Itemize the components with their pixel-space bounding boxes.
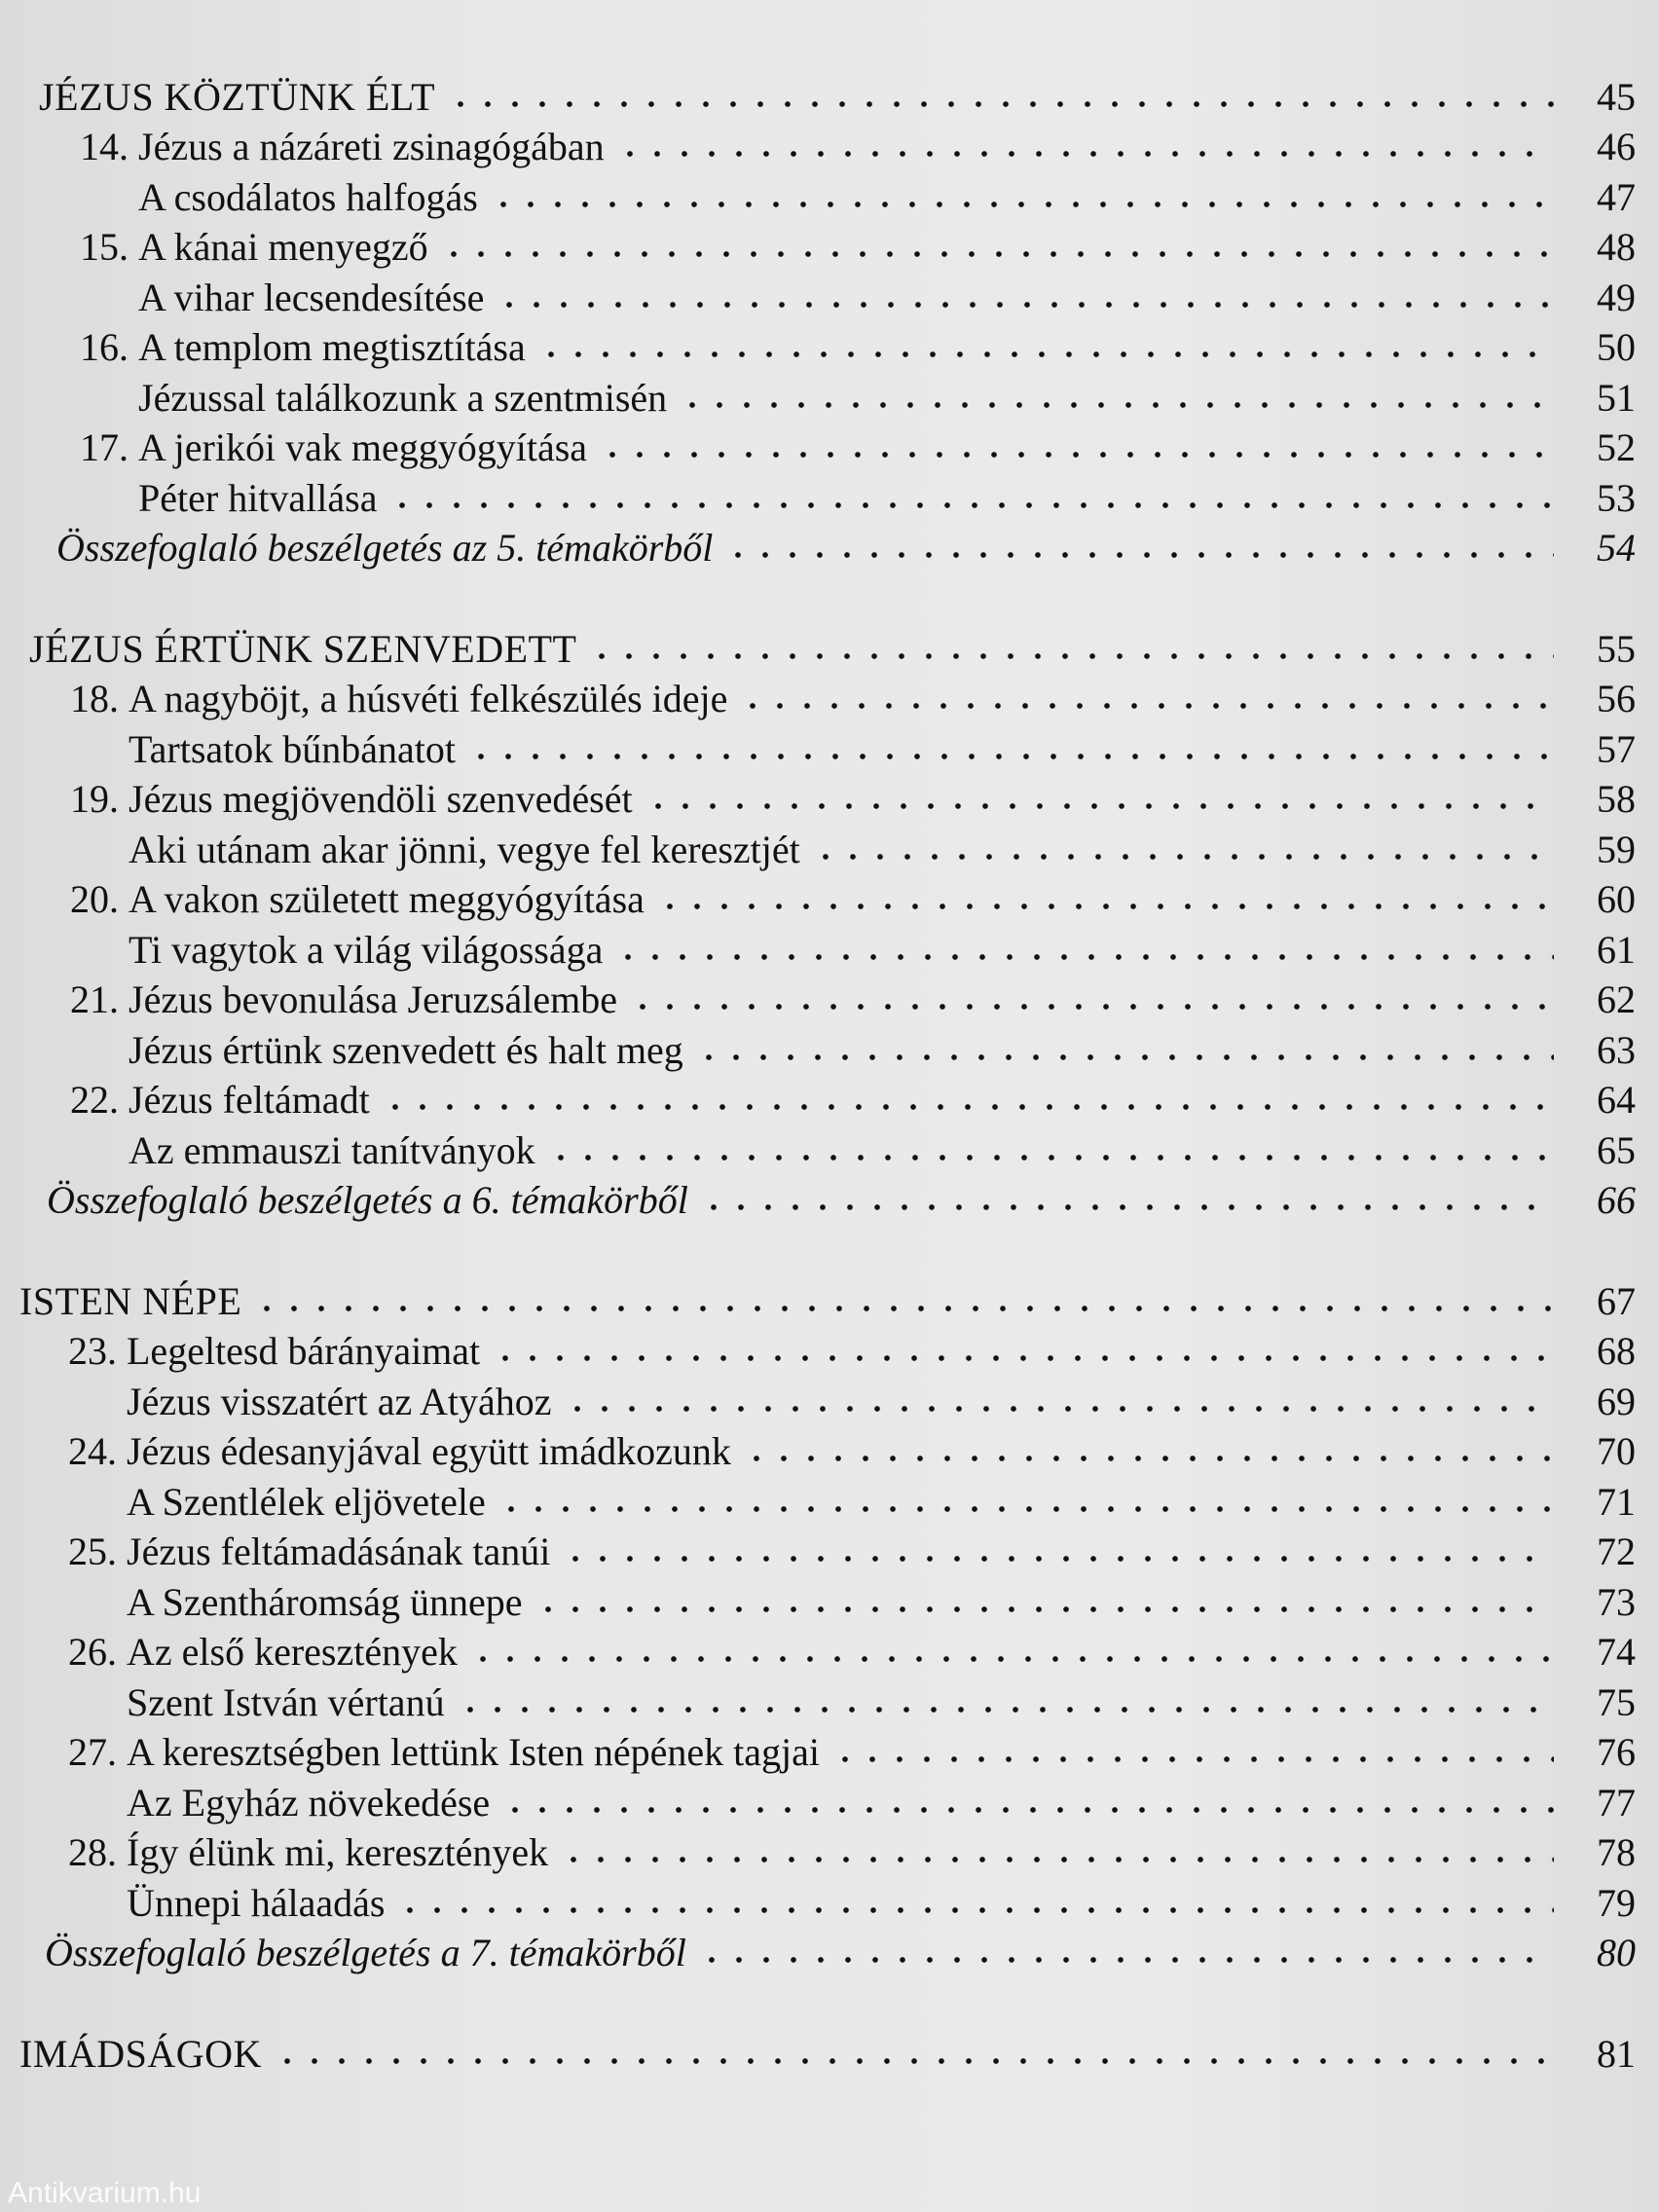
page-number: 62 [1597, 977, 1636, 1021]
dot-leader [588, 653, 1554, 659]
toc-item [0, 1070, 1659, 1121]
entry-title: Péter hitvallása [138, 475, 378, 520]
entry-title: A vihar lecsendesítése [138, 275, 485, 319]
summary-item [0, 1170, 1659, 1221]
dot-leader [831, 1756, 1554, 1762]
summary-item [0, 518, 1659, 569]
toc-item [0, 1019, 1659, 1070]
entry-title: Ti vagytok a világ világossága [129, 927, 604, 972]
toc-item [0, 769, 1659, 820]
toc-item [0, 1571, 1659, 1622]
dot-leader [492, 1355, 1554, 1361]
toc-item [0, 919, 1659, 970]
page-number: 77 [1597, 1780, 1636, 1825]
item-number: 26. [68, 1630, 117, 1674]
dot-leader [724, 552, 1554, 558]
section-gap [0, 568, 1659, 618]
entry-title: Tartsatok bűnbánatot [129, 726, 456, 771]
toc-item [0, 719, 1659, 769]
dot-leader [469, 1656, 1554, 1662]
toc-item [0, 367, 1659, 418]
entry-title: Aki utánam akar jönni, vegye fel keresztjét [129, 827, 800, 871]
toc-item [0, 1522, 1659, 1572]
page-number: 57 [1597, 726, 1636, 771]
watermark: Antikvarium.hu [8, 2177, 202, 2209]
item-number: 21. [70, 977, 119, 1021]
entry-title: Összefoglaló beszélgetés a 6. témakörből [47, 1178, 688, 1222]
page-number: 65 [1597, 1127, 1636, 1172]
dot-leader [496, 302, 1554, 308]
entry-title: A Szentlélek eljövetele [127, 1479, 486, 1524]
page-number: 60 [1597, 877, 1636, 921]
dot-leader [501, 1807, 1554, 1813]
entry-title: A keresztségben lettünk Isten népének tagjai [127, 1730, 820, 1774]
toc-item [0, 1722, 1659, 1773]
toc-item [0, 317, 1659, 368]
item-number: 24. [68, 1429, 117, 1473]
entry-title: Jézus bevonulása Jeruzsálembe [129, 977, 618, 1021]
dot-leader [467, 754, 1554, 759]
page-number: 58 [1597, 777, 1636, 821]
entry-title: Összefoglaló beszélgetés az 5. témakörből [56, 526, 714, 570]
entry-title: JÉZUS KÖZTÜNK ÉLT [39, 74, 435, 119]
entry-title: Jézus megjövendöli szenvedését [129, 777, 633, 821]
entry-title: Jézussal találkozunk a szentmisén [138, 375, 668, 420]
dot-leader [656, 903, 1554, 909]
entry-title: A nagyböjt, a húsvéti felkészülés ideje [129, 677, 728, 720]
page-number: 76 [1597, 1730, 1636, 1774]
dot-leader [629, 1004, 1554, 1010]
toc-item [0, 970, 1659, 1020]
toc-item [0, 1371, 1659, 1421]
toc-item [0, 1823, 1659, 1873]
page-number: 78 [1597, 1830, 1636, 1874]
dot-leader [679, 402, 1554, 408]
entry-title: Az első keresztények [127, 1630, 458, 1674]
page-number: 51 [1597, 375, 1636, 420]
entry-title: A Szentháromság ünnepe [127, 1579, 523, 1624]
toc-item [0, 418, 1659, 468]
dot-leader [698, 1957, 1554, 1963]
dot-leader [490, 202, 1554, 207]
section-heading [0, 66, 1659, 117]
item-number: 25. [68, 1530, 117, 1573]
entry-title: ISTEN NÉPE [19, 1278, 242, 1323]
page-number: 74 [1597, 1630, 1636, 1674]
dot-leader [388, 502, 1554, 508]
toc-item [0, 819, 1659, 869]
entry-title: A csodálatos halfogás [138, 174, 478, 219]
item-number: 20. [70, 877, 119, 921]
entry-title: A jerikói vak meggyógyítása [138, 425, 588, 469]
toc-item [0, 669, 1659, 719]
dot-leader [695, 1054, 1554, 1060]
page-number: 80 [1597, 1931, 1636, 1974]
entry-title: Jézus édesanyjával együtt imádkozunk [127, 1429, 731, 1473]
page-number: 50 [1597, 325, 1636, 369]
dot-leader [560, 1857, 1554, 1862]
entry-title: Jézus feltámadásának tanúi [127, 1530, 551, 1573]
toc-item [0, 117, 1659, 167]
dot-leader [440, 251, 1554, 257]
page-number: 53 [1597, 475, 1636, 520]
dot-leader [382, 1104, 1554, 1110]
entry-title: Így élünk mi, keresztények [127, 1830, 549, 1874]
page-number: 67 [1597, 1278, 1636, 1323]
entry-title: Az Egyház növekedése [127, 1780, 491, 1825]
dot-leader [547, 1155, 1554, 1161]
dot-leader [700, 1204, 1554, 1210]
entry-title: A templom megtisztítása [138, 325, 526, 369]
dot-leader [562, 1556, 1554, 1562]
toc-item [0, 1120, 1659, 1170]
item-number: 17. [80, 425, 129, 469]
summary-item [0, 1923, 1659, 1973]
dot-leader [739, 703, 1554, 709]
dot-leader [253, 1306, 1554, 1311]
dot-leader [645, 803, 1554, 809]
dot-leader [447, 101, 1554, 107]
page-number: 45 [1597, 74, 1636, 119]
page-number: 79 [1597, 1880, 1636, 1925]
toc-item [0, 1321, 1659, 1372]
dot-leader [457, 1707, 1554, 1713]
table-of-contents [0, 66, 1659, 2074]
page-number: 75 [1597, 1679, 1636, 1724]
section-gap [0, 1220, 1659, 1271]
dot-leader [812, 854, 1554, 860]
entry-title: Jézus értünk szenvedett és halt meg [129, 1027, 683, 1072]
dot-leader [564, 1406, 1554, 1412]
page-number: 59 [1597, 827, 1636, 871]
item-number: 18. [70, 677, 119, 720]
toc-item [0, 1622, 1659, 1673]
entry-title: Jézus feltámadt [129, 1078, 370, 1122]
toc-item [0, 1421, 1659, 1472]
entry-title: Szent István vértanú [127, 1679, 445, 1724]
toc-item [0, 1471, 1659, 1522]
page-number: 63 [1597, 1027, 1636, 1072]
entry-title: Jézus visszatért az Atyához [127, 1379, 552, 1423]
page-number: 48 [1597, 225, 1636, 269]
page-number: 66 [1597, 1178, 1636, 1222]
entry-title: A vakon született meggyógyítása [129, 877, 645, 921]
toc-item [0, 1672, 1659, 1722]
item-number: 23. [68, 1329, 117, 1373]
page-number: 72 [1597, 1530, 1636, 1573]
entry-title: Legeltesd bárányaimat [127, 1329, 481, 1373]
toc-item [0, 1872, 1659, 1923]
entry-title: Az emmauszi tanítványok [129, 1127, 535, 1172]
item-number: 19. [70, 777, 119, 821]
page-number: 61 [1597, 927, 1636, 972]
page-number: 52 [1597, 425, 1636, 469]
toc-item [0, 1772, 1659, 1823]
entry-title: Jézus a názáreti zsinagógában [138, 125, 605, 168]
section-gap [0, 1972, 1659, 2023]
page-number: 68 [1597, 1329, 1636, 1373]
entry-title: JÉZUS ÉRTÜNK SZENVEDETT [29, 626, 577, 671]
toc-item [0, 217, 1659, 268]
page-number: 69 [1597, 1379, 1636, 1423]
page-number: 71 [1597, 1479, 1636, 1524]
item-number: 14. [80, 125, 129, 168]
dot-leader [616, 151, 1554, 157]
entry-title: A kánai menyegző [138, 225, 428, 269]
page-number: 54 [1597, 526, 1636, 570]
section-heading [0, 618, 1659, 669]
dot-leader [535, 1606, 1554, 1612]
dot-leader [614, 954, 1554, 960]
item-number: 27. [68, 1730, 117, 1774]
item-number: 22. [70, 1078, 119, 1122]
page-number: 49 [1597, 275, 1636, 319]
toc-item [0, 166, 1659, 217]
toc-item [0, 267, 1659, 317]
page-number: 46 [1597, 125, 1636, 168]
entry-title: Ünnepi hálaadás [127, 1880, 386, 1925]
page-number: 70 [1597, 1429, 1636, 1473]
item-number: 28. [68, 1830, 117, 1874]
page-number: 47 [1597, 174, 1636, 219]
dot-leader [743, 1456, 1554, 1461]
toc-item [0, 869, 1659, 920]
entry-title: Összefoglaló beszélgetés a 7. témakörből [45, 1931, 686, 1974]
page-number: 55 [1597, 626, 1636, 671]
section-heading [0, 1271, 1659, 1321]
entry-title: IMÁDSÁGOK [19, 2031, 262, 2076]
dot-leader [274, 2058, 1554, 2064]
dot-leader [498, 1506, 1554, 1512]
page-number: 81 [1597, 2031, 1636, 2076]
page-number: 56 [1597, 677, 1636, 720]
page-number: 64 [1597, 1078, 1636, 1122]
dot-leader [537, 351, 1554, 357]
item-number: 16. [80, 325, 129, 369]
dot-leader [599, 452, 1554, 458]
item-number: 15. [80, 225, 129, 269]
dot-leader [396, 1907, 1554, 1913]
page-number: 73 [1597, 1579, 1636, 1624]
toc-item [0, 467, 1659, 518]
section-heading [0, 2023, 1659, 2074]
